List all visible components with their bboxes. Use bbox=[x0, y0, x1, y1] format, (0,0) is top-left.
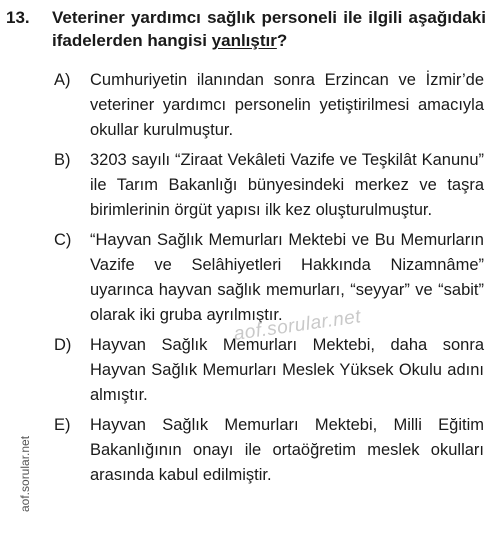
question-stem-end: ? bbox=[276, 31, 288, 50]
option-text: 3203 sayılı “Ziraat Vekâleti Vazife ve Teşkilât Kanunu” ile Tarım Bakanlığı bünyesindeki merkez ve taşra birimlerinin örgüt yapısı ilk kez oluşturulmuştur. bbox=[90, 151, 484, 219]
option-text: “Hayvan Sağlık Memurları Mektebi ve Bu Memurların Vazife ve Selâhiyetleri Hakkında Nizamnâme” uyarınca hayvan sağlık memurları, “seyyar” ve “sabit” olarak iki gruba ayrılmıştır. bbox=[90, 231, 484, 324]
question-stem-emphasis: yanlıştır bbox=[211, 31, 277, 50]
watermark-center: aof.sorular.net bbox=[232, 306, 363, 345]
option-e[interactable] bbox=[6, 413, 486, 488]
option-letter: B) bbox=[54, 151, 71, 169]
option-a[interactable] bbox=[6, 68, 486, 143]
option-letter: D) bbox=[54, 336, 72, 354]
question-stem bbox=[52, 6, 486, 52]
question-block bbox=[6, 6, 486, 493]
option-text: Cumhuriyetin ilanından sonra Erzincan ve İzmir’de veteriner yardımcı personelin yetiştirilmesi amacıyla okullar kurulmuştur. bbox=[90, 71, 484, 139]
option-b[interactable] bbox=[6, 148, 486, 223]
option-letter: E) bbox=[54, 416, 71, 434]
option-letter: A) bbox=[54, 71, 71, 89]
option-letter: C) bbox=[54, 231, 72, 249]
option-c[interactable] bbox=[6, 228, 486, 328]
answer-options bbox=[6, 68, 486, 488]
question-number: 13. bbox=[6, 8, 30, 27]
question-stem-text: Veteriner yardımcı sağlık personeli ile ilgili aşağıdaki ifadelerden hangisi bbox=[52, 8, 486, 50]
option-text: Hayvan Sağlık Memurları Mektebi, daha sonra Hayvan Sağlık Memurları Meslek Yüksek Okulu adını almıştır. bbox=[90, 336, 484, 404]
watermark-side: aof.sorular.net bbox=[18, 435, 32, 512]
option-text: Hayvan Sağlık Memurları Mektebi, Milli Eğitim Bakanlığının onayı ile ortaöğretim meslek okulları arasında kabul edilmiştir. bbox=[90, 416, 484, 484]
question-header bbox=[6, 6, 486, 52]
